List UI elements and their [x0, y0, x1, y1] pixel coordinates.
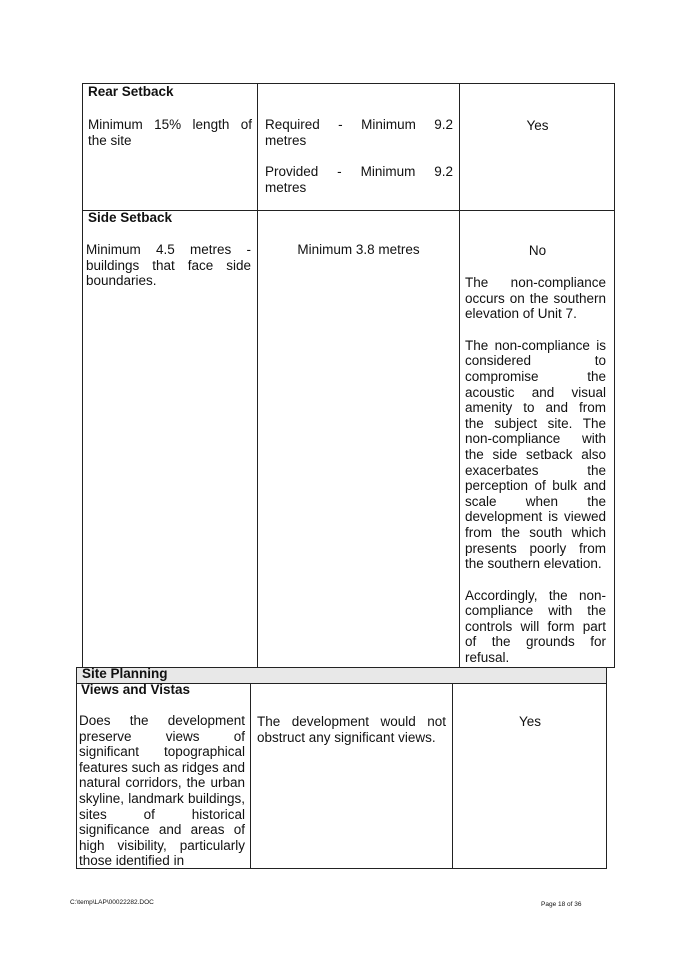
side-setback-comment: [465, 275, 606, 666]
views-vistas-compliance: Yes: [518, 714, 542, 729]
side-setback-control: Minimum 4.5 metres - buildings that face side boundaries.: [86, 242, 251, 289]
footer-file-path: C:\temp\LAP\00022282.DOC: [70, 899, 154, 906]
side-setback-heading: Side Setback: [88, 210, 173, 225]
views-vistas-control: Does the development preserve views of significant topographical features such as ridges and natural corridors, the urban skyline, landmark buildings, sites of historical significance and areas of high visibility, particularly those identified in: [79, 713, 245, 869]
comment-paragraph: Accordingly, the non-compliance with the controls will form part of the grounds for refusal.: [465, 587, 606, 666]
footer-page-number: Page 18 of 36: [541, 901, 582, 908]
side-setback-proposal: Minimum 3.8 metres: [297, 242, 420, 257]
column-divider: [257, 83, 258, 668]
comment-paragraph: The non-compliance is considered to compromise the acoustic and visual amenity to and from the subject site. The non-compliance with the side setback also exacerbates the perception of bulk and scale when the development is viewed from the south which presents poorly from the southern elevation.: [465, 337, 606, 572]
rear-setback-heading: Rear Setback: [88, 84, 174, 99]
rear-setback-required: Required - Minimum 9.2 metres: [265, 117, 453, 148]
side-setback-compliance: No: [528, 243, 547, 258]
views-vistas-heading: Views and Vistas: [81, 682, 191, 697]
column-divider: [250, 683, 251, 869]
rear-setback-compliance: Yes: [526, 118, 549, 133]
site-planning-heading: Site Planning: [82, 666, 168, 681]
comment-paragraph: The non-compliance occurs on the southern elevation of Unit 7.: [465, 275, 606, 322]
views-vistas-proposal: The development would not obstruct any significant views.: [257, 714, 446, 745]
column-divider: [459, 83, 460, 668]
rear-setback-control: Minimum 15% length of the site: [88, 117, 252, 148]
column-divider: [452, 683, 453, 869]
rear-setback-provided: Provided - Minimum 9.2 metres: [265, 164, 453, 195]
